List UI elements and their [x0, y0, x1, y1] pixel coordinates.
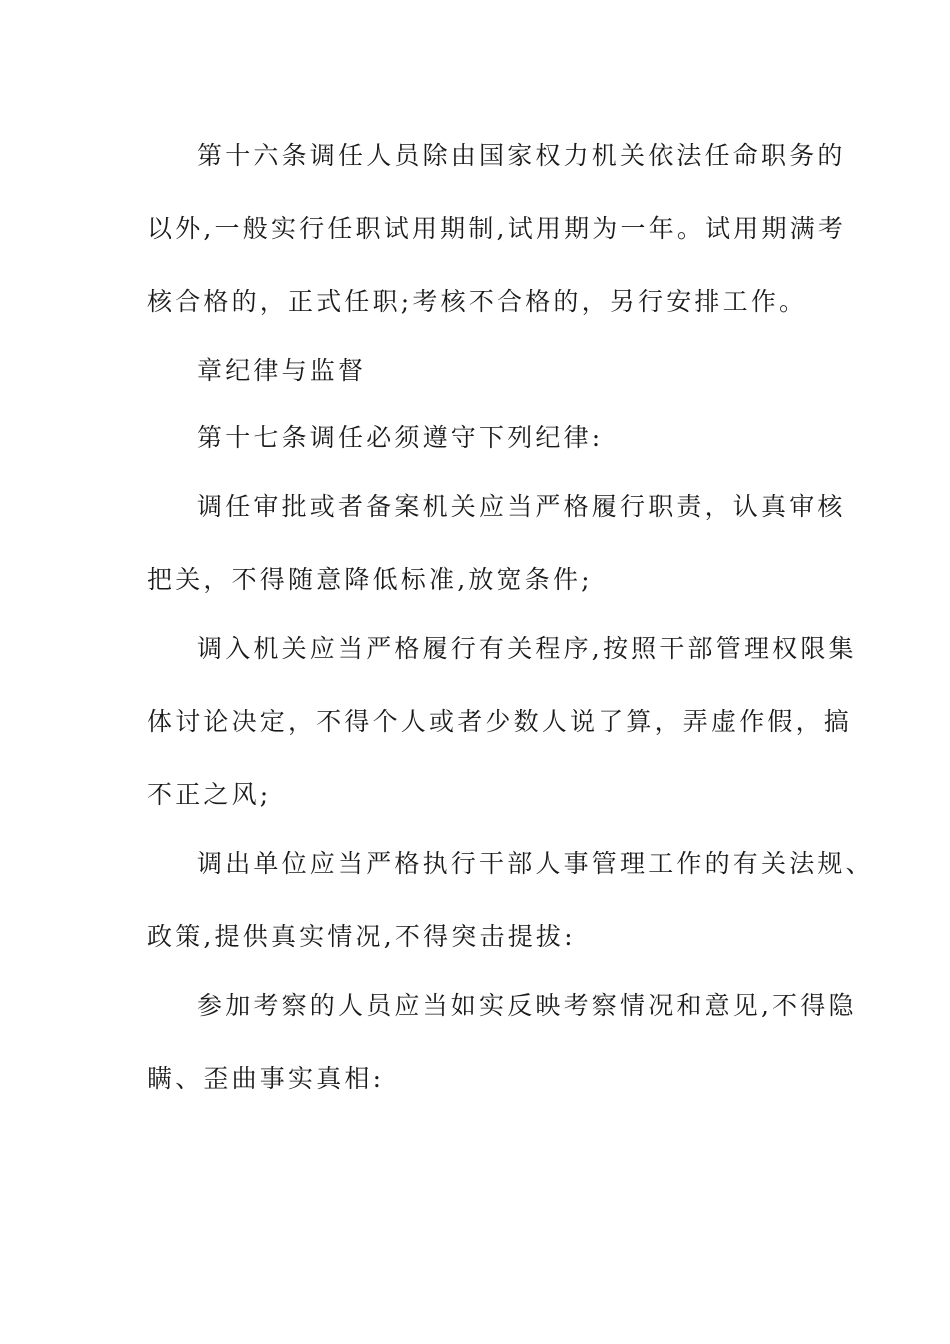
- paragraph-line: 不正之风;: [147, 780, 272, 809]
- paragraph-line: 第十七条调任必须遵守下列纪律:: [197, 423, 604, 452]
- paragraph-line: 把关，不得随意降低标准,放宽条件;: [147, 565, 593, 594]
- paragraph-line: 调入机关应当严格履行有关程序,按照干部管理权限集: [197, 634, 857, 663]
- paragraph-line: 参加考察的人员应当如实反映考察情况和意见,不得隐: [197, 991, 857, 1020]
- section-heading: 章纪律与监督: [197, 356, 367, 385]
- paragraph-line: 调任审批或者备案机关应当严格履行职责，认真审核: [197, 492, 846, 521]
- paragraph-line: 政策,提供真实情况,不得突击提拔:: [147, 922, 576, 951]
- paragraph-line: 以外,一般实行任职试用期制,试用期为一年。试用期满考: [147, 214, 847, 243]
- paragraph-line: 核合格的，正式任职;考核不合格的，另行安排工作。: [147, 287, 808, 316]
- paragraph-line: 调出单位应当严格执行干部人事管理工作的有关法规、: [197, 849, 874, 878]
- paragraph-line: 体讨论决定，不得个人或者少数人说了算，弄虚作假，搞: [147, 707, 853, 736]
- paragraph-line: 瞒、歪曲事实真相:: [147, 1064, 385, 1093]
- paragraph-line: 第十六条调任人员除由国家权力机关依法任命职务的: [197, 141, 846, 170]
